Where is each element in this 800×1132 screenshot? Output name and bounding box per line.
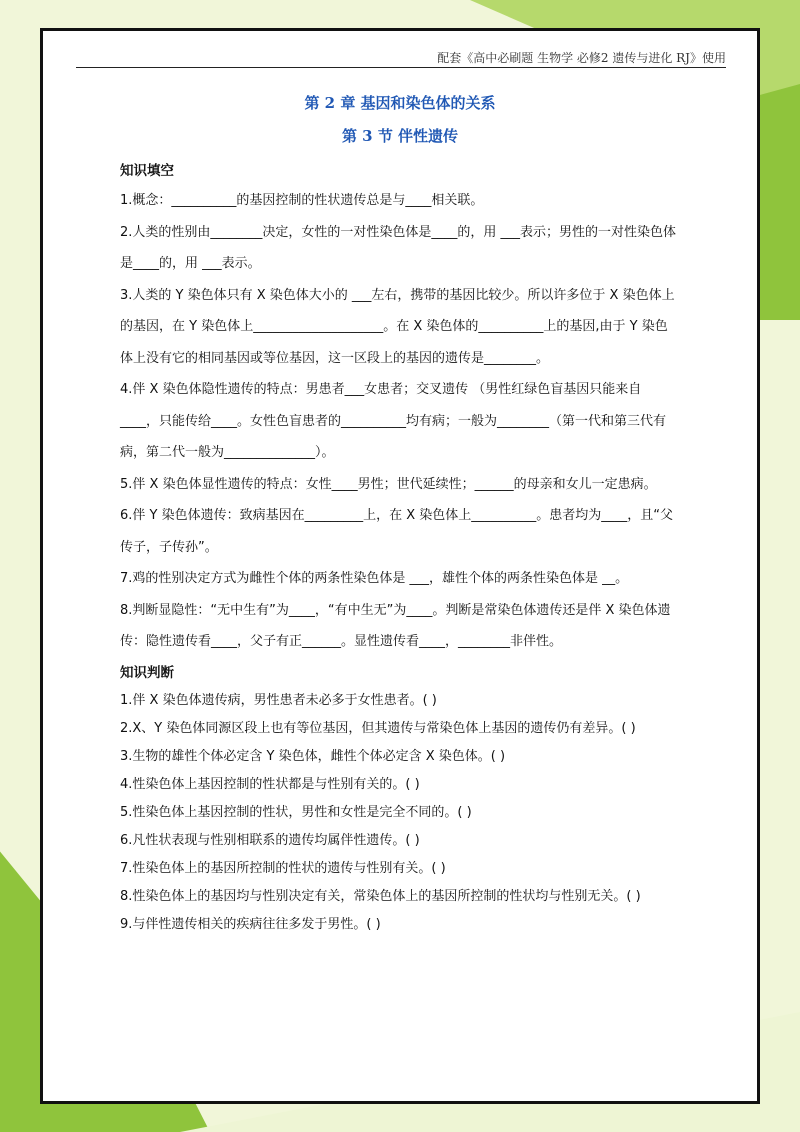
fill-item-8: 8.判断显隐性：“无中生有”为____，“有中生无”为____。判断是常染色体遗传还是伴 X 染色体遗传：隐性遗传看____，父子有正______。显性遗传看____，________非伴性。 — [120, 602, 671, 649]
judge-item-7: 7.性染色体上的基因所控制的性状的遗传与性别有关。( ) — [120, 860, 446, 876]
judge-item-3: 3.生物的雄性个体必定含 Y 染色体，雌性个体必定含 X 染色体。( ) — [120, 748, 506, 764]
judge-item-4: 4.性染色体上基因控制的性状都是与性别有关的。( ) — [120, 776, 420, 792]
fill-item-3: 3.人类的 Y 染色体只有 X 染色体大小的 ___左右，携带的基因比较少。所以许多位于 X 染色体上的基因，在 Y 染色体上____________________。在 X 染色体的__________上的基因,由于 Y 染色体上没有它的相同基因或等位基因，这一区段上的基因的遗传是________。 — [120, 287, 675, 366]
fill-item-4: 4.伴 X 染色体隐性遗传的特点：男患者___女患者；交叉遗传 （男性红绿色盲基因只能来自____，只能传给____。女性色盲患者的__________均有病；一般为________（第一代和第三代有病，第二代一般为______________）。 — [120, 382, 667, 460]
judge-item-8: 8.性染色体上的基因均与性别决定有关，常染色体上的基因所控制的性状均与性别无关。( ) — [120, 888, 641, 904]
judge-item-6: 6.凡性状表现与性别相联系的遗传均属伴性遗传。( ) — [120, 832, 420, 848]
worksheet-content — [120, 158, 680, 939]
judgement-heading: 知识判断 — [120, 664, 174, 681]
judge-item-9: 9.与伴性遗传相关的疾病往往多发于男性。( ) — [120, 916, 381, 932]
fill-item-6: 6.伴 Y 染色体遗传：致病基因在_________上，在 X 染色体上__________。患者均为____，且“父传子，子传孙”。 — [120, 508, 674, 555]
fill-item-2: 2.人类的性别由________决定，女性的一对性染色体是____的，用 ___表示；男性的一对性染色体是____的，用 ___表示。 — [120, 224, 677, 271]
section-title: 第 3 节 伴性遗传 — [341, 127, 459, 145]
fill-item-1: 1.概念：__________的基因控制的性状遗传总是与____相关联。 — [120, 193, 484, 208]
judge-item-2: 2.X、Y 染色体同源区段上也有等位基因，但其遗传与常染色体上基因的遗传仍有差异。( ) — [120, 720, 636, 736]
header-divider — [76, 67, 726, 68]
fill-item-7: 7.鸡的性别决定方式为雌性个体的两条性染色体是 ___，雄性个体的两条性染色体是 __。 — [120, 571, 629, 586]
fill-blank-heading: 知识填空 — [120, 163, 174, 179]
judge-item-1: 1.伴 X 染色体遗传病，男性患者未必多于女性患者。( ) — [120, 692, 437, 708]
judge-item-5: 5.性染色体上基因控制的性状，男性和女性是完全不同的。( ) — [120, 804, 472, 820]
book-header: 配套《高中必刷题 生物学 必修2 遗传与进化 RJ》使用 — [437, 51, 726, 65]
fill-item-5: 5.伴 X 染色体显性遗传的特点：女性____男性；世代延续性；______的母亲和女儿一定患病。 — [120, 476, 657, 492]
chapter-title: 第 2 章 基因和染色体的关系 — [304, 94, 496, 112]
